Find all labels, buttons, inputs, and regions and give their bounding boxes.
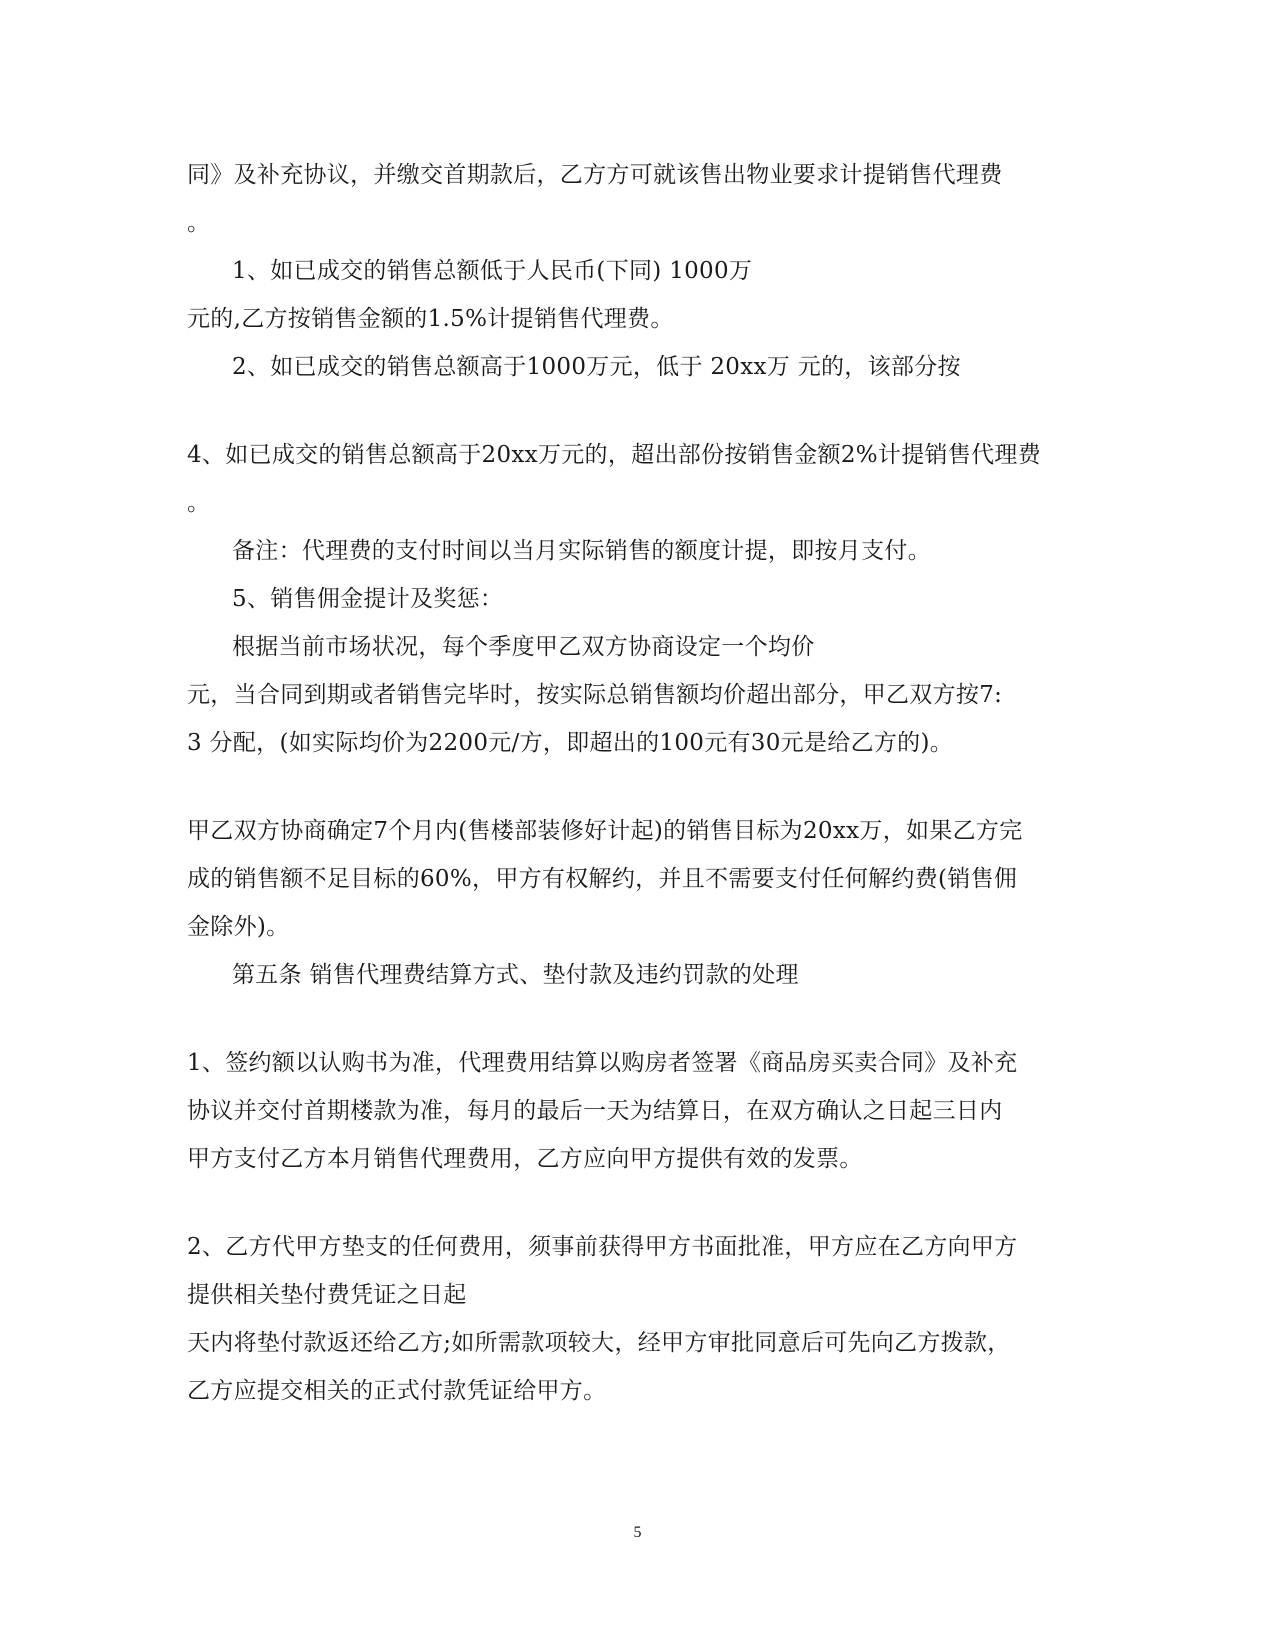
text-line: 甲乙双方协商确定7个月内(售楼部装修好计起)的销售目标为20xx万，如果乙方完 (187, 818, 1023, 844)
text-line: 金除外)。 (187, 914, 290, 940)
text-line: 4、如已成交的销售总额高于20xx万元的，超出部份按销售金额2%计提销售代理费 (187, 442, 1042, 468)
text-line: 根据当前市场状况，每个季度甲乙双方协商设定一个均价 (232, 634, 815, 660)
text-line: 5、销售佣金提计及奖惩： (232, 586, 504, 612)
text-line: 备注：代理费的支付时间以当月实际销售的额度计提，即按月支付。 (232, 538, 931, 564)
text-line: 成的销售额不足目标的60%，甲方有权解约，并且不需要支付任何解约费(销售佣 (187, 866, 1018, 892)
text-line: 同》及补充协议，并缴交首期款后，乙方方可就该售出物业要求计提销售代理费 (187, 162, 1003, 188)
text-line: 乙方应提交相关的正式付款凭证给甲方。 (187, 1378, 607, 1404)
text-line: 元，当合同到期或者销售完毕时，按实际总销售额均价超出部分，甲乙双方按7: (187, 682, 1003, 708)
text-line: 协议并交付首期楼款为准，每月的最后一天为结算日，在双方确认之日起三日内 (187, 1098, 1003, 1124)
text-line: 提供相关垫付费凭证之日起 (187, 1282, 467, 1308)
text-line: 2、如已成交的销售总额高于1000万元，低于 20xx万 元的，该部分按 (232, 354, 961, 380)
text-line: 天内将垫付款返还给乙方;如所需款项较大，经甲方审批同意后可先向乙方拨款， (187, 1330, 1011, 1356)
text-line: 3 分配，(如实际均价为2200元/方，即超出的100元有30元是给乙方的)。 (187, 730, 954, 756)
text-line: 1、如已成交的销售总额低于人民币(下同) 1000万 (232, 258, 753, 284)
text-line: 。 (187, 490, 211, 516)
page-number: 5 (633, 1524, 642, 1541)
text-line: 元的,乙方按销售金额的1.5%计提销售代理费。 (187, 306, 674, 332)
section-heading: 第五条 销售代理费结算方式、垫付款及违约罚款的处理 (232, 962, 799, 988)
text-line: 甲方支付乙方本月销售代理费用，乙方应向甲方提供有效的发票。 (187, 1146, 863, 1172)
text-line: 。 (187, 210, 211, 236)
text-line: 1、签约额以认购书为准，代理费用结算以购房者签署《商品房买卖合同》及补充 (187, 1050, 1018, 1076)
text-line: 2、乙方代甲方垫支的任何费用，须事前获得甲方书面批准，甲方应在乙方向甲方 (187, 1234, 1018, 1260)
